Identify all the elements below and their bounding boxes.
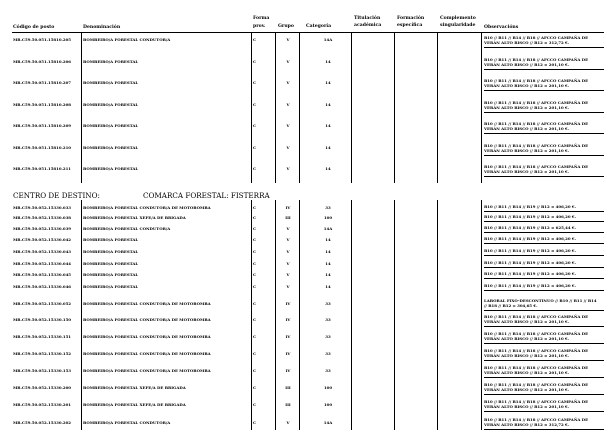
row-forma: C: [253, 261, 257, 266]
row-denominacion: BOMBEIRO/A FORESTAL CONDUTOR/A DE MOTOBOMBA: [83, 301, 211, 306]
row-categoria: 14: [325, 80, 331, 85]
row-categoria: 33: [325, 368, 331, 373]
row-denominacion: BOMBEIRO/A FORESTAL: [83, 80, 139, 85]
row-forma: C: [253, 385, 257, 390]
row-observaciones-line1: B10 // B11 // B14 // B18 // AFCCO CAMPAÑA DE: [484, 56, 589, 62]
row-grupo: V: [286, 226, 290, 231]
row-categoria: 14: [325, 166, 331, 171]
row-rule: [484, 411, 604, 412]
header-formacion-2: específica: [397, 23, 423, 28]
row-code: MR.C59.50.051.15810.210: [13, 144, 72, 150]
row-rule: [484, 377, 604, 378]
row-categoria: 14: [325, 272, 331, 277]
row-grupo: IV: [285, 368, 291, 373]
header-rule: [12, 32, 604, 33]
row-forma: C: [253, 58, 257, 64]
row-forma: C: [253, 215, 257, 220]
row-denominacion: BOMBEIRO/A FORESTAL: [83, 166, 139, 171]
row-observaciones-line2: VERÁN ALTO RISCO // B12 = 201,10 €.: [484, 387, 570, 392]
row-denominacion: BOMBEIRO/A FORESTAL: [83, 237, 139, 242]
row-denominacion: BOMBEIRO/A FORESTAL CONDUTOR/A DE MOTOBOMBA: [83, 334, 211, 339]
row-observaciones-line1: B10 // B11 // B14 // B18 // AFCCO CAMPAÑA DE: [484, 348, 589, 353]
header-formacion-1: Formación: [397, 16, 425, 21]
row-grupo: IV: [285, 334, 291, 339]
row-rule: [484, 69, 604, 70]
row-code: MR.C59.50.052.15330.201: [13, 402, 72, 407]
row-rule: [484, 267, 604, 268]
row-rule: [484, 47, 604, 48]
row-rule: [484, 290, 604, 291]
row-grupo: V: [286, 166, 290, 171]
row-categoria: 33: [325, 351, 331, 356]
row-rule: [484, 211, 604, 212]
row-denominacion: BOMBEIRO/A FORESTAL XEFE/A DE BRIGADA: [83, 215, 186, 220]
row-grupo: V: [286, 144, 290, 150]
row-forma: C: [253, 368, 257, 373]
row-observaciones-line2: VERÁN ALTO RISCO // B12 = 201,10 €.: [484, 126, 570, 131]
row-forma: C: [253, 284, 257, 289]
row-categoria: 14: [325, 58, 331, 64]
column-rule: [351, 200, 352, 430]
row-rule: [484, 360, 604, 361]
row-denominacion: BOMBEIRO/A FORESTAL CONDUTOR/A DE MOTOBOMBA: [83, 205, 211, 210]
row-observaciones-line2: VERÁN ALTO RISCO // B12 = 201,10 €.: [484, 147, 570, 153]
row-categoria: 14A: [323, 420, 333, 425]
row-categoria: 14: [325, 144, 331, 150]
row-grupo: IV: [285, 351, 291, 356]
row-categoria: 14: [325, 101, 331, 107]
row-categoria: 14A: [323, 226, 333, 231]
row-observaciones-line2: VERÁN ALTO RISCO // B12 = 201,10 €.: [484, 104, 570, 110]
row-rule: [484, 278, 604, 279]
row-categoria: 14: [325, 237, 331, 242]
row-code: MR.C59.50.051.15810.207: [13, 80, 72, 85]
row-code: MR.C59.50.052.15330.043: [13, 249, 72, 254]
row-observaciones-line1: B10 // B11 // B14 // B18 // AFCCO CAMPAÑA DE: [484, 142, 589, 148]
row-forma: C: [253, 237, 257, 242]
row-code: MR.C59.50.052.15330.151: [13, 334, 72, 339]
row-code: MR.C59.50.051.15810.209: [13, 123, 72, 128]
row-observaciones-line1: B10 // B11 // B14 // B18 // AFCCO CAMPAÑA DE: [484, 121, 589, 126]
row-denominacion: BOMBEIRO/A FORESTAL CONDUTOR/A: [83, 37, 171, 42]
row-code: MR.C59.50.051.15810.205: [13, 37, 72, 42]
row-denominacion: BOMBEIRO/A FORESTAL CONDUTOR/A DE MOTOBOMBA: [83, 317, 211, 322]
row-forma: C: [253, 80, 257, 85]
row-categoria: 33: [325, 301, 331, 306]
header-denominacion: Denominación: [83, 25, 121, 30]
row-denominacion: BOMBEIRO/A FORESTAL CONDUTOR/A DE MOTOBOMBA: [83, 351, 211, 356]
column-rule: [299, 33, 300, 183]
row-grupo: V: [286, 249, 290, 254]
row-categoria: 14A: [323, 37, 333, 42]
row-code: MR.C59.50.052.15330.202: [13, 420, 72, 425]
row-categoria: 33: [325, 317, 331, 322]
row-observaciones-line2: VERÁN ALTO RISCO // B12 = 201,10 €.: [484, 404, 570, 409]
row-observaciones-line1: B10 // B11 // B14 // B18 // AFCCO CAMPAÑA DE: [484, 78, 589, 83]
row-denominacion: BOMBEIRO/A FORESTAL: [83, 123, 139, 128]
row-categoria: 14: [325, 284, 331, 289]
row-code: MR.C59.50.051.15810.208: [13, 101, 72, 107]
row-grupo: III: [285, 215, 291, 220]
section-value: COMARCA FORESTAL: FISTERRA: [143, 191, 270, 200]
row-forma: C: [253, 37, 257, 42]
header-prov: prov.: [253, 24, 266, 29]
row-grupo: V: [286, 272, 290, 277]
column-rule: [437, 200, 438, 430]
row-rule: [484, 155, 604, 156]
row-observaciones-line2: VERÁN ALTO RISCO // B12 = 201,10 €.: [484, 169, 570, 174]
column-rule: [251, 33, 252, 183]
row-grupo: V: [286, 261, 290, 266]
header-titulacion-2: académica: [354, 23, 382, 28]
row-code: MR.C59.50.052.15330.150: [13, 317, 72, 322]
row-observaciones-line1: B10 // B11 // B14 // B19 // B12 = 406,20 €.: [484, 271, 576, 276]
row-observaciones-line1: B10 // B11 // B14 // B19 // B12 = 625,44 €.: [484, 225, 576, 230]
row-rule: [484, 310, 604, 311]
row-observaciones-line1: B10 // B11 // B14 // B18 // AFCCO CAMPAÑA DE: [484, 35, 589, 40]
row-categoria: 33: [325, 334, 331, 339]
section-label: CENTRO DE DESTINO:: [13, 191, 100, 200]
column-rule: [81, 33, 82, 183]
row-rule: [484, 176, 604, 177]
row-code: MR.C59.50.051.15810.211: [13, 166, 72, 171]
row-denominacion: BOMBEIRO/A FORESTAL CONDUTOR/A: [83, 420, 171, 425]
row-forma: C: [253, 334, 257, 339]
column-rule: [437, 33, 438, 183]
row-observaciones-line1: B10 // B11 // B14 // B18 // AFCCO CAMPAÑA DE: [484, 417, 589, 422]
column-rule: [351, 33, 352, 183]
row-rule: [484, 255, 604, 256]
row-grupo: IV: [285, 317, 291, 322]
column-rule: [394, 33, 395, 183]
row-grupo: IV: [285, 205, 291, 210]
row-denominacion: BOMBEIRO/A FORESTAL XEFE/A DE BRIGADA: [83, 385, 186, 390]
column-rule: [81, 200, 82, 430]
row-denominacion: BOMBEIRO/A FORESTAL: [83, 261, 139, 266]
row-grupo: V: [286, 237, 290, 242]
row-observaciones-line2: VERÁN ALTO RISCO // B12 = 201,10 €.: [484, 336, 570, 341]
row-grupo: IV: [285, 301, 291, 306]
row-forma: C: [253, 226, 257, 231]
row-rule: [484, 326, 604, 327]
header-grupo: Grupo: [278, 24, 294, 29]
row-denominacion: BOMBEIRO/A FORESTAL: [83, 58, 139, 64]
row-rule: [484, 243, 604, 244]
row-observaciones-line1: B10 // B11 // B14 // B18 // AFCCO CAMPAÑA DE: [484, 314, 589, 319]
row-grupo: V: [286, 80, 290, 85]
row-code: MR.C59.50.052.15330.038: [13, 215, 72, 220]
row-rule: [484, 90, 604, 91]
row-categoria: 14: [325, 249, 331, 254]
row-code: MR.C59.50.052.15330.152: [13, 351, 72, 356]
column-rule: [481, 33, 482, 183]
row-forma: C: [253, 205, 257, 210]
row-observaciones-line2: VERÁN ALTO RISCO // B12 = 201,10 €.: [484, 61, 570, 67]
row-categoria: 100: [323, 402, 333, 407]
column-rule: [275, 33, 276, 183]
row-observaciones-line2: VERÁN ALTO RISCO // B12 = 201,10 €.: [484, 319, 570, 324]
row-forma: C: [253, 351, 257, 356]
row-forma: C: [253, 301, 257, 306]
row-categoria: 100: [323, 385, 333, 390]
row-grupo: V: [286, 58, 290, 64]
row-denominacion: BOMBEIRO/A FORESTAL: [83, 249, 139, 254]
row-observaciones-line1: B10 // B11 // B14 // B19 // B12 = 406,20 €.: [484, 204, 576, 209]
row-observaciones-line1: B10 // B11 // B14 // B18 // AFCCO CAMPAÑA DE: [484, 365, 589, 370]
row-grupo: III: [285, 385, 291, 390]
header-titulacion-1: Titulación: [354, 16, 381, 21]
header-codigo: Código de posto: [13, 25, 55, 30]
row-forma: C: [253, 123, 257, 128]
row-code: MR.C59.50.052.15330.200: [13, 385, 72, 390]
row-rule: [484, 133, 604, 134]
column-rule: [299, 200, 300, 430]
row-observaciones-line1: B10 // B11 // B14 // B19 // B12 = 406,20 €.: [484, 260, 576, 265]
row-forma: C: [253, 249, 257, 254]
row-denominacion: BOMBEIRO/A FORESTAL CONDUTOR/A: [83, 226, 171, 231]
row-denominacion: BOMBEIRO/A FORESTAL: [83, 272, 139, 277]
row-grupo: V: [286, 37, 290, 42]
row-code: MR.C59.50.052.15330.039: [13, 226, 72, 231]
row-denominacion: BOMBEIRO/A FORESTAL: [83, 101, 139, 107]
row-code: MR.C59.50.052.15330.052: [13, 301, 72, 306]
row-observaciones-line1: B10 // B11 // B14 // B18 // AFCCO CAMPAÑA DE: [484, 399, 589, 404]
row-code: MR.C59.50.052.15330.042: [13, 237, 72, 242]
row-observaciones-line1: B10 // B11 // B14 // B19 // B12 = 406,20 €.: [484, 236, 576, 241]
row-observaciones-line1: B10 // B11 // B14 // B18 // AFCCO CAMPAÑA DE: [484, 164, 589, 169]
row-forma: C: [253, 166, 257, 171]
column-rule: [394, 200, 395, 430]
row-grupo: V: [286, 123, 290, 128]
row-rule: [484, 112, 604, 113]
row-forma: C: [253, 144, 257, 150]
header-forma: Forma: [253, 16, 270, 21]
row-forma: C: [253, 420, 257, 425]
row-observaciones-line1: B10 // B11 // B14 // B18 // AFCCO CAMPAÑA DE: [484, 382, 589, 387]
column-rule: [481, 200, 482, 430]
row-denominacion: BOMBEIRO/A FORESTAL CONDUTOR/A DE MOTOBOMBA: [83, 368, 211, 373]
row-denominacion: BOMBEIRO/A FORESTAL XEFE/A DE BRIGADA: [83, 402, 186, 407]
column-rule: [251, 200, 252, 430]
row-observaciones-line1: B10 // B11 // B14 // B18 // AFCCO CAMPAÑA DE: [484, 99, 589, 105]
row-code: MR.C59.50.052.15330.033: [13, 205, 72, 210]
row-categoria: 14: [325, 261, 331, 266]
row-categoria: 33: [325, 205, 331, 210]
row-code: MR.C59.50.052.15330.046: [13, 284, 72, 289]
row-categoria: 14: [325, 123, 331, 128]
row-observaciones-line2: VERÁN ALTO RISCO // B12 = 312,72 €.: [484, 422, 570, 427]
row-code: MR.C59.50.051.15810.206: [13, 58, 72, 64]
row-denominacion: BOMBEIRO/A FORESTAL: [83, 144, 139, 150]
row-observaciones-line2: VERÁN ALTO RISCO // B12 = 312,72 €.: [484, 40, 570, 45]
row-grupo: V: [286, 284, 290, 289]
row-code: MR.C59.50.052.15330.153: [13, 368, 72, 373]
row-observaciones-line2: // B18 // B12 = 304,65 €.: [484, 303, 538, 308]
row-forma: C: [253, 402, 257, 407]
row-rule: [484, 232, 604, 233]
row-observaciones-line1: B10 // B11 // B14 // B19 // B12 = 406,20 €.: [484, 214, 576, 219]
row-observaciones-line1: B10 // B11 // B14 // B19 // B12 = 406,20 €.: [484, 248, 576, 253]
header-categoria: Categoría: [306, 24, 332, 29]
row-rule: [484, 221, 604, 222]
row-grupo: V: [286, 420, 290, 425]
row-forma: C: [253, 272, 257, 277]
row-denominacion: BOMBEIRO/A FORESTAL: [83, 284, 139, 289]
row-observaciones-line1: LABORAL FIXO-DESCONTINUO // B10 // B11 // B14: [484, 298, 597, 303]
row-observaciones-line2: VERÁN ALTO RISCO // B12 = 201,10 €.: [484, 353, 570, 358]
row-observaciones-line2: VERÁN ALTO RISCO // B12 = 201,10 €.: [484, 83, 570, 88]
row-rule: [484, 394, 604, 395]
row-categoria: 100: [323, 215, 333, 220]
header-observaciones: Observacións: [484, 25, 519, 30]
row-code: MR.C59.50.052.15330.044: [13, 261, 72, 266]
row-forma: C: [253, 317, 257, 322]
row-observaciones-line2: VERÁN ALTO RISCO // B12 = 201,10 €.: [484, 370, 570, 375]
column-rule: [275, 200, 276, 430]
header-complemento-2: singularidade: [440, 23, 476, 28]
row-rule: [484, 429, 604, 430]
header-complemento-1: Complemento: [440, 16, 476, 21]
row-grupo: V: [286, 101, 290, 107]
row-grupo: III: [285, 402, 291, 407]
row-forma: C: [253, 101, 257, 107]
row-code: MR.C59.50.052.15330.045: [13, 272, 72, 277]
row-observaciones-line1: B10 // B11 // B14 // B18 // AFCCO CAMPAÑA DE: [484, 331, 589, 336]
row-observaciones-line1: B10 // B11 // B14 // B19 // B12 = 406,20 €.: [484, 283, 576, 288]
row-rule: [484, 343, 604, 344]
